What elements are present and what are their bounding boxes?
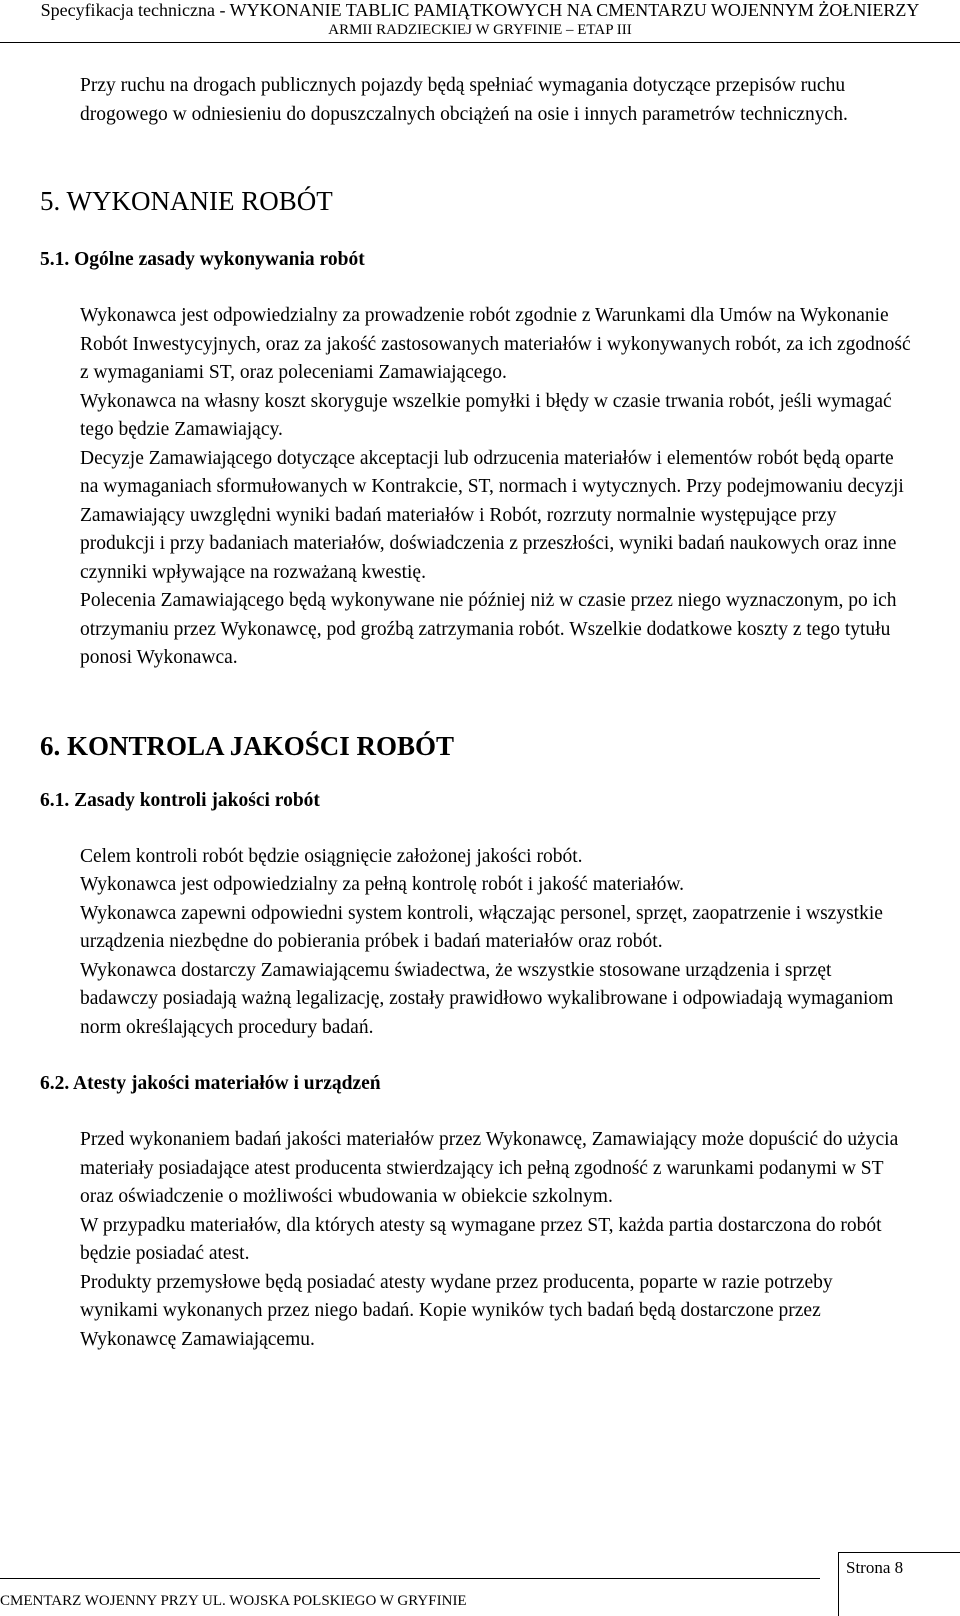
section-6-2-paragraph-3: Produkty przemysłowe będą posiadać atesty wydane przez producenta, poparte w razie potrzeby wynikami wykonanych przez niego badań. Kopie wyników tych badań będą dostarczone przez Wykonawcę Zamawiającemu.: [80, 1271, 833, 1350]
page-header: [0, 0, 960, 44]
section-6-1-paragraph-2: Wykonawca jest odpowiedzialny za pełną kontrolę robót i jakość materiałów.: [80, 874, 685, 895]
section-6-2-paragraph-2: W przypadku materiałów, dla których atesty są wymagane przez ST, każda partia dostarczona do robót będzie posiadać atest.: [80, 1214, 882, 1264]
section-6-2-paragraph-1: Przed wykonaniem badań jakości materiałów przez Wykonawcę, Zamawiający może dopuścić do użycia materiały posiadające atest producenta stwierdzający ich pełną zgodność z warunkami podanymi w ST oraz oświadczenie o możliwości wbudowania w obiekcie szkolnym.: [80, 1129, 899, 1207]
section-6-2-title: 6.2. Atesty jakości materiałów i urządzeń: [40, 1073, 381, 1094]
section-6-1-title: 6.1. Zasady kontroli jakości robót: [40, 789, 320, 811]
section-5-1-paragraph-4: Polecenia Zamawiającego będą wykonywane nie później niż w czasie przez niego wyznaczonym, po ich otrzymaniu przez Wykonawcę, pod groźbą zatrzymania robót. Wszelkie dodatkowe koszty z tego tytułu ponosi Wykonawca.: [80, 590, 897, 668]
section-6-title: 6. KONTROLA JAKOŚCI ROBÓT: [40, 730, 455, 761]
footer-divider: [0, 1578, 820, 1579]
section-5-1-paragraph-3: Decyzje Zamawiającego dotyczące akceptacji lub odrzucenia materiałów i elementów robót będą oparte na wymaganiach sformułowanych w Kontrakcie, ST, normach i wytycznych. Przy podejmowaniu decyzji Zamawiający uwzględni wyniki badań materiałów i Robót, rozrzuty normalnie występujące przy produkcji i przy badaniach materiałów, doświadczenia z przeszłości, wyniki badań naukowych oraz inne czynniki wpływające na rozważaną kwestię.: [80, 447, 904, 583]
section-6-1-paragraph-4: Wykonawca dostarczy Zamawiającemu świadectwa, że wszystkie stosowane urządzenia i sprzęt badawczy posiadają ważną legalizację, zostały prawidłowo wykalibrowane i odpowiadają wymaganiom norm określających procedury badań.: [80, 959, 894, 1038]
section-5-1-paragraph-1: Wykonawca jest odpowiedzialny za prowadzenie robót zgodnie z Warunkami dla Umów na Wykonanie Robót Inwestycyjnych, oraz za jakość zastosowanych materiałów i wykonywanych robót, za ich zgodność z wymaganiami ST, oraz poleceniami Zamawiającego.: [80, 305, 911, 383]
section-5-title: 5. WYKONANIE ROBÓT: [40, 186, 333, 216]
document-body: [40, 72, 912, 1354]
header-line-2: ARMII RADZIECKIEJ W GRYFINIE – ETAP III: [328, 22, 632, 38]
section-5-1-title: 5.1. Ogólne zasady wykonywania robót: [40, 249, 365, 270]
header-divider: [0, 42, 960, 43]
intro-paragraph: Przy ruchu na drogach publicznych pojazdy będą spełniać wymagania dotyczące przepisów ruchu drogowego w odniesieniu do dopuszczalnych obciążeń na osie i innych parametrów technicznych.: [80, 75, 848, 125]
footer-text: CMENTARZ WOJENNY PRZY UL. WOJSKA POLSKIEGO W GRYFINIE: [0, 1593, 467, 1609]
header-line-1: Specyfikacja techniczna - WYKONANIE TABLIC PAMIĄTKOWYCH NA CMENTARZU WOJENNYM ŻOŁNIERZY: [40, 0, 920, 20]
section-6-1-paragraph-3: Wykonawca zapewni odpowiedni system kontroli, włączając personel, sprzęt, zaopatrzenie i wszystkie urządzenia niezbędne do pobierania próbek i badań materiałów oraz robót.: [80, 902, 883, 952]
section-6-1-paragraph-1: Celem kontroli robót będzie osiągnięcie założonej jakości robót.: [80, 845, 583, 867]
page-number: Strona 8: [846, 1558, 904, 1577]
section-5-1-paragraph-2: Wykonawca na własny koszt skoryguje wszelkie pomyłki i błędy w czasie trwania robót, jeśli wymagać tego będzie Zamawiający.: [80, 390, 892, 440]
